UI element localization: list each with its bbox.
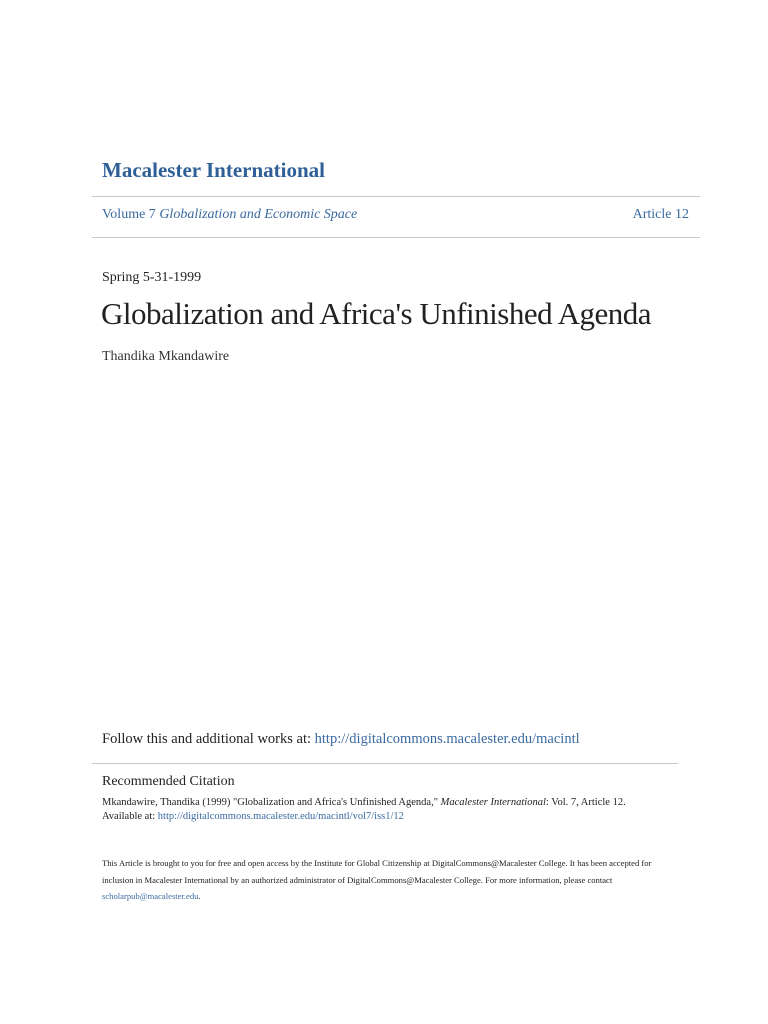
- contact-email-link[interactable]: scholarpub@macalester.edu: [102, 891, 199, 901]
- footer-note: [102, 855, 672, 905]
- footer-text: This Article is brought to you for free and open access by the Institute for Global Citizenship at DigitalCommons@Macalester College. It has been accepted for inclusion in Macalester International by an authorized administrator of DigitalCommons@Macalester College. For more information, please contact: [102, 858, 652, 885]
- citation-divider: [92, 763, 678, 764]
- follow-line: [102, 731, 580, 748]
- issue-title-link[interactable]: Globalization and Economic Space: [159, 207, 358, 222]
- article-title: Globalization and Africa's Unfinished Agenda: [101, 296, 652, 331]
- journal-title[interactable]: Macalester International: [102, 158, 325, 182]
- citation-journal: Macalester International: [440, 797, 546, 808]
- follow-prefix: Follow this and additional works at:: [102, 731, 315, 747]
- volume-line: [102, 207, 357, 223]
- available-url-link[interactable]: http://digitalcommons.macalester.edu/macintl/vol7/iss1/12: [157, 810, 404, 822]
- citation-block: [102, 796, 702, 823]
- footer-period: .: [198, 891, 201, 901]
- recommended-citation-heading: Recommended Citation: [102, 774, 235, 789]
- author-name[interactable]: Thandika Mkandawire: [102, 349, 230, 364]
- volume-link[interactable]: Volume 7: [102, 207, 156, 222]
- header-bottom-divider: [92, 237, 700, 238]
- citation-volume: : Vol. 7, Article 12.: [545, 797, 626, 808]
- article-number-link[interactable]: Article 12: [632, 207, 689, 222]
- header-top-divider: [92, 196, 700, 197]
- publication-date: Spring 5-31-1999: [102, 270, 202, 285]
- citation-text: Mkandawire, Thandika (1999) "Globalization and Africa's Unfinished Agenda,": [102, 797, 441, 808]
- follow-url-link[interactable]: http://digitalcommons.macalester.edu/macintl: [314, 731, 580, 747]
- available-at-label: Available at:: [102, 810, 158, 822]
